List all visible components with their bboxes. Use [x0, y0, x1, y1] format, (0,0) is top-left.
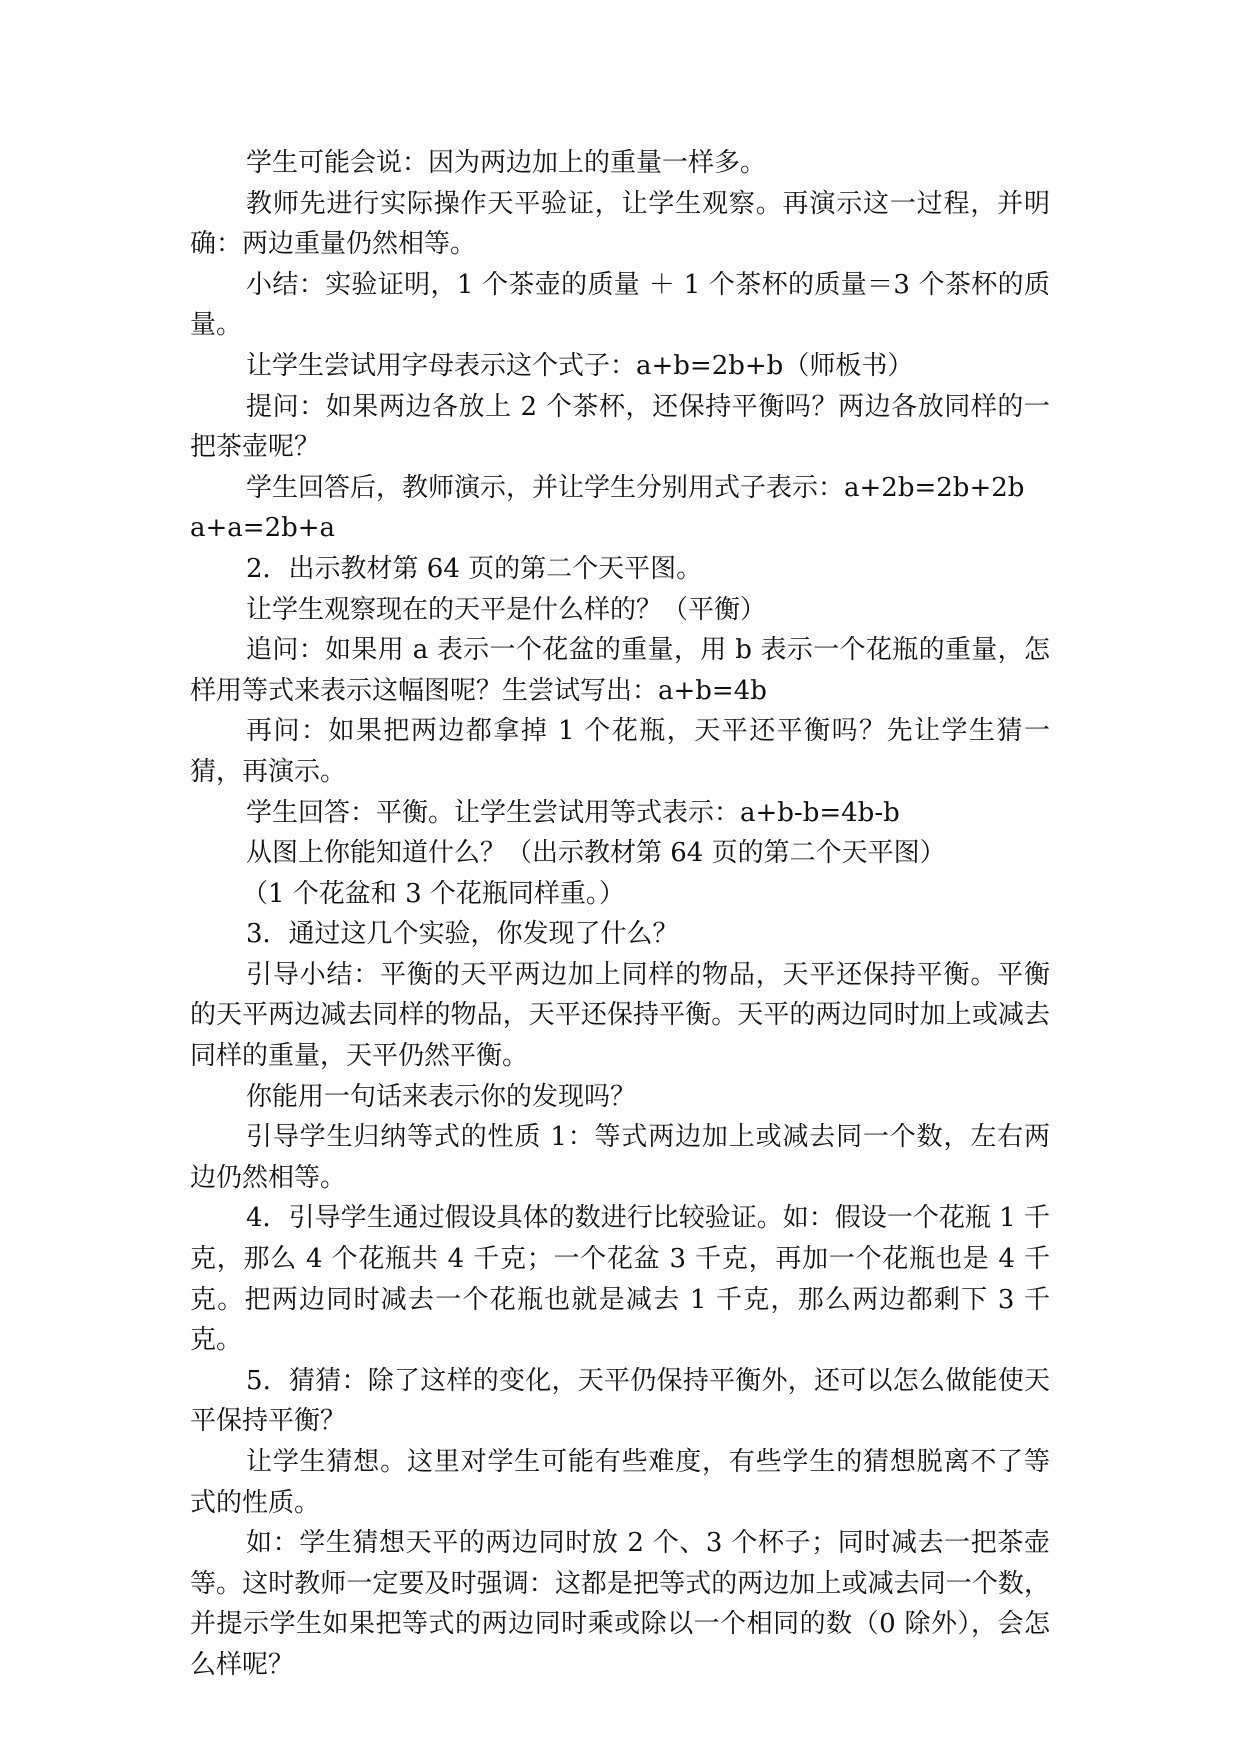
paragraph-13: 从图上你能知道什么？（出示教材第 64 页的第二个天平图）	[246, 838, 946, 869]
paragraph-22: 如：学生猜想天平的两边同时放 2 个、3 个杯子；同时减去一把茶壶等。这时教师一定要及时强调：这都是把等式的两边加上或减去同一个数，并提示学生如果把等式的两边同时乘或除以一个相同的数（0 除外），会怎么样呢？	[190, 1528, 1050, 1680]
paragraph-12: 学生回答：平衡。让学生尝试用等式表示：a+b-b=4b-b	[246, 797, 900, 828]
paragraph-15: 3．通过这几个实验，你发现了什么？	[246, 919, 679, 950]
paragraph-16: 引导小结：平衡的天平两边加上同样的物品，天平还保持平衡。平衡的天平两边减去同样的物品，天平还保持平衡。天平的两边同时加上或减去同样的重量，天平仍然平衡。	[190, 959, 1050, 1072]
paragraph-5: 提问：如果两边各放上 2 个茶杯，还保持平衡吗？两边各放同样的一把茶壶呢？	[190, 391, 1050, 463]
paragraph-20: 5．猜猜：除了这样的变化，天平仍保持平衡外，还可以怎么做能使天平保持平衡？	[190, 1365, 1050, 1437]
paragraph-6: 学生回答后，教师演示，并让学生分别用式子表示：a+2b=2b+2b	[246, 472, 1025, 503]
paragraph-17: 你能用一句话来表示你的发现吗？	[246, 1081, 637, 1112]
paragraph-18: 引导学生归纳等式的性质 1：等式两边加上或减去同一个数，左右两边仍然相等。	[190, 1122, 1050, 1193]
paragraph-7: a+a=2b+a	[190, 513, 336, 544]
paragraph-14: （1 个花盆和 3 个花瓶同样重。）	[242, 878, 625, 909]
paragraph-2: 教师先进行实际操作天平验证，让学生观察。再演示这一过程，并明确：两边重量仍然相等。	[190, 188, 1050, 260]
document-page	[190, 143, 1050, 1686]
paragraph-1: 学生可能会说：因为两边加上的重量一样多。	[246, 148, 767, 178]
paragraph-10: 追问：如果用 a 表示一个花盆的重量，用 b 表示一个花瓶的重量，怎样用等式来表示这幅图呢？生尝试写出：a+b=4b	[190, 635, 1050, 706]
paragraph-8: 2．出示教材第 64 页的第二个天平图。	[246, 553, 703, 584]
paragraph-3: 小结：实验证明，1 个茶壶的质量 ＋ 1 个茶杯的质量＝3 个茶杯的质量。	[190, 269, 1050, 341]
paragraph-11: 再问：如果把两边都拿掉 1 个花瓶，天平还平衡吗？先让学生猜一猜，再演示。	[190, 716, 1050, 787]
paragraph-9: 让学生观察现在的天平是什么样的？（平衡）	[246, 594, 767, 625]
paragraph-19: 4．引导学生通过假设具体的数进行比较验证。如：假设一个花瓶 1 千克，那么 4 个花瓶共 4 千克；一个花盆 3 千克，再加一个花瓶也是 4 千克。把两边同时减去一个花瓶也就是减去 1 千克，那么两边都剩下 3 千克。	[190, 1203, 1050, 1356]
paragraph-21: 让学生猜想。这里对学生可能有些难度，有些学生的猜想脱离不了等式的性质。	[190, 1447, 1050, 1518]
paragraph-4: 让学生尝试用字母表示这个式子：a+b=2b+b（师板书）	[246, 350, 914, 381]
